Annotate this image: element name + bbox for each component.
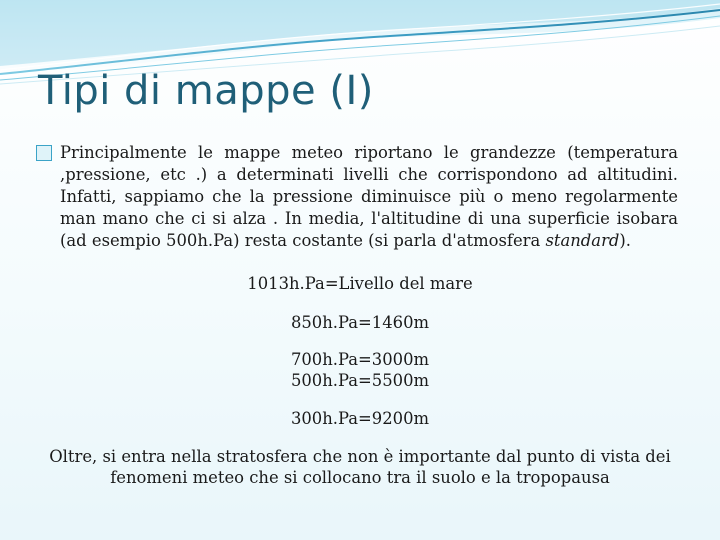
level-sea: 1013h.Pa=Livello del mare (247, 274, 473, 293)
footer-text: Oltre, si entra nella stratosfera che non è importante dal punto di vista dei fenomeni meteo che si collocano tra il suolo e la tropopausa (49, 447, 671, 487)
level-850: 850h.Pa=1460m (290, 313, 430, 332)
bullet-paragraph (36, 142, 678, 252)
bullet-text-end: ). (619, 231, 632, 250)
bullet-text-emphasis: standard (545, 231, 620, 250)
level-300: 300h.Pa=9200m (290, 409, 430, 428)
bullet-text-main: Principalmente le mappe meteo riportano le grandezze (temperatura ,pressione, etc .) a determinati livelli che corrispondono ad altitudini. Infatti, sappiamo che la pressione diminuisce più o meno regolarmente man mano che ci si alza . In media, l'altitudine di una superficie isobara (ad esempio 500h.Pa) resta costante (si parla d'atmosfera (60, 143, 678, 250)
level-700: 700h.Pa=3000m (290, 350, 430, 369)
level-500: 500h.Pa=5500m (290, 371, 430, 390)
slide-title: Tipi di mappe (I) (38, 68, 374, 114)
bullet-square-icon (36, 145, 52, 161)
bullet-text (60, 142, 678, 252)
